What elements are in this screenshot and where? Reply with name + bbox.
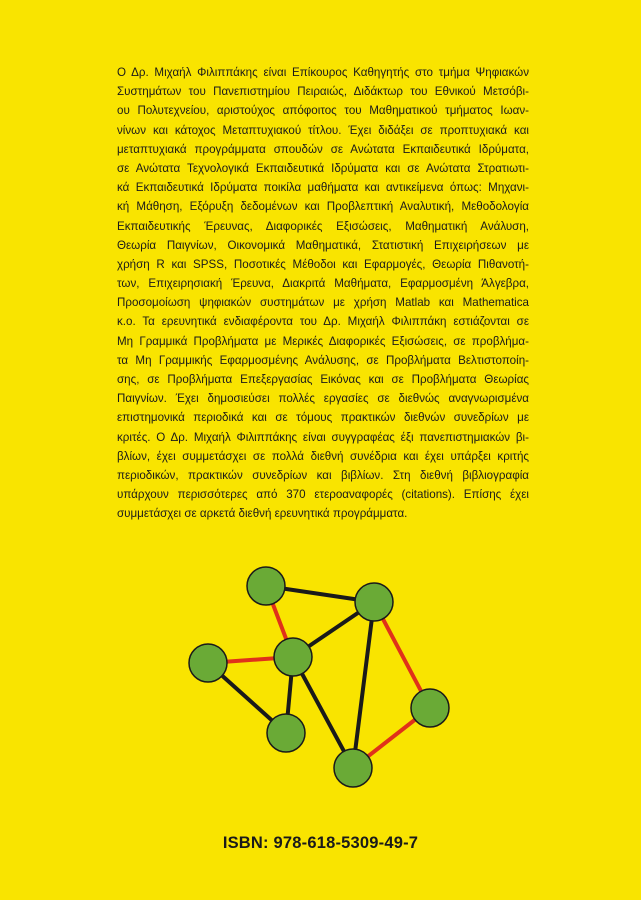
biography-line: βλίων, έχει συμμετάσχει σε πολλά διεθνή συνέδρια και έχει υπάρξει κριτής [117, 449, 529, 463]
graph-edge-black [286, 657, 293, 733]
graph-node [267, 714, 305, 752]
biography-line: σε Ανώτατα Τεχνολογικά Εκπαιδευτικά Ιδρύματα και σε Ανώτατα Στρατιωτι- [117, 161, 529, 175]
graph-edge-black [208, 663, 286, 733]
author-biography [117, 63, 529, 524]
biography-line: κά Εκπαιδευτικά Ιδρύματα ποικίλα μαθήματα και αντικείμενα όπως: Μηχανι- [117, 181, 529, 195]
biography-line: Προσομοίωση ψηφιακών συστημάτων με χρήση Matlab και Mathematica [117, 296, 529, 310]
graph-edge-red [374, 602, 430, 708]
biography-line: περιοδικών, πρακτικών συνεδρίων και βιβλίων. Στη διεθνή βιβλιογραφία [117, 468, 529, 482]
biography-line: μεταπτυχιακά προγράμματα σπουδών σε Ανώτατα Εκπαιδευτικά Ιδρύματα, [117, 142, 529, 156]
graph-edge-black [266, 586, 374, 602]
graph-node [247, 567, 285, 605]
graph-edge-black [293, 657, 353, 768]
biography-line: σης, σε Προβλήματα Επεξεργασίας Εικόνας και σε Προβλήματα Θεωρίας [117, 373, 529, 386]
isbn-label: ISBN: 978-618-5309-49-7 [222, 834, 419, 852]
biography-line: κή Μάθηση, Εξόρυξη δεδομένων και Προβλεπτική Αναλυτική, Μεθοδολογία [117, 200, 529, 214]
biography-line: συμμετάσχει σε αρκετά διεθνή ερευνητικά προγράμματα. [117, 507, 408, 521]
biography-line: ου Πολυτεχνείου, αριστούχος απόφοιτος του Μαθηματικού τμήματος Ιωαν- [117, 104, 529, 118]
biography-line: Παιγνίων. Έχει δημοσιεύσει πολλές εργασίες σε διεθνώς αναγνωρισμένα [117, 392, 529, 406]
graph-edge-red [208, 657, 293, 663]
biography-line: χρήση R και SPSS, Ποσοτικές Μέθοδοι και Εφαρμογές, Θεωρία Πιθανοτή- [117, 257, 529, 271]
biography-line: των, Επιχειρησιακή Έρευνα, Διακριτά Μαθήματα, Εφαρμοσμένη Άλγεβρα, [117, 277, 529, 291]
graph-edge-red [353, 708, 430, 768]
graph-node [355, 583, 393, 621]
biography-line: κριτές. Ο Δρ. Μιχαήλ Φιλιππάκης είναι συγγραφέας έξι πανεπιστημιακών βι- [117, 430, 529, 444]
graph-nodes [189, 567, 449, 787]
graph-node [334, 749, 372, 787]
biography-line: επιστημονικά περιοδικά και σε τόμους πρακτικών διεθνών συνεδρίων με [117, 411, 529, 425]
graph-edge-black [293, 602, 374, 657]
graph-node [411, 689, 449, 727]
biography-line: Εκπαιδευτικής Έρευνας, Διαφορικές Εξισώσεις, Μαθηματική Ανάλυση, [117, 219, 529, 233]
biography-line: κ.ο. Τα ερευνητικά ενδιαφέροντα του Δρ. Μιχαήλ Φιλιππάκη εστιάζονται σε [117, 315, 529, 329]
biography-line: υπάρχουν περισσότερες από 370 ετεροαναφορές (citations). Επίσης έχει [117, 488, 529, 502]
biography-line: Συστημάτων του Πανεπιστημίου Πειραιώς, Διδάκτωρ του Εθνικού Μετσόβι- [117, 85, 529, 99]
biography-line: νίνων και κάτοχος Μεταπτυχιακού τίτλου. Έχει διδάξει σε προπτυχιακά και [117, 123, 529, 137]
graph-edges [208, 586, 430, 768]
graph-node [189, 644, 227, 682]
biography-line: Ο Δρ. Μιχαήλ Φιλιππάκης είναι Επίκουρος Καθηγητής στο τμήμα Ψηφιακών [117, 66, 529, 79]
graph-edge-red [266, 586, 293, 657]
biography-line: τα Μη Γραμμικής Εφαρμοσμένης Ανάλυσης, σε Προβλήματα Βελτιστοποίη- [117, 353, 529, 367]
biography-line: Θεωρία Παιγνίων, Οικονομικά Μαθηματικά, Στατιστική Επιχειρήσεων με [117, 238, 529, 252]
graph-node [274, 638, 312, 676]
biography-line: Μη Γραμμικά Προβλήματα με Μερικές Διαφορικές Εξισώσεις, σε προβλήμα- [117, 334, 529, 348]
graph-edge-black [353, 602, 374, 768]
